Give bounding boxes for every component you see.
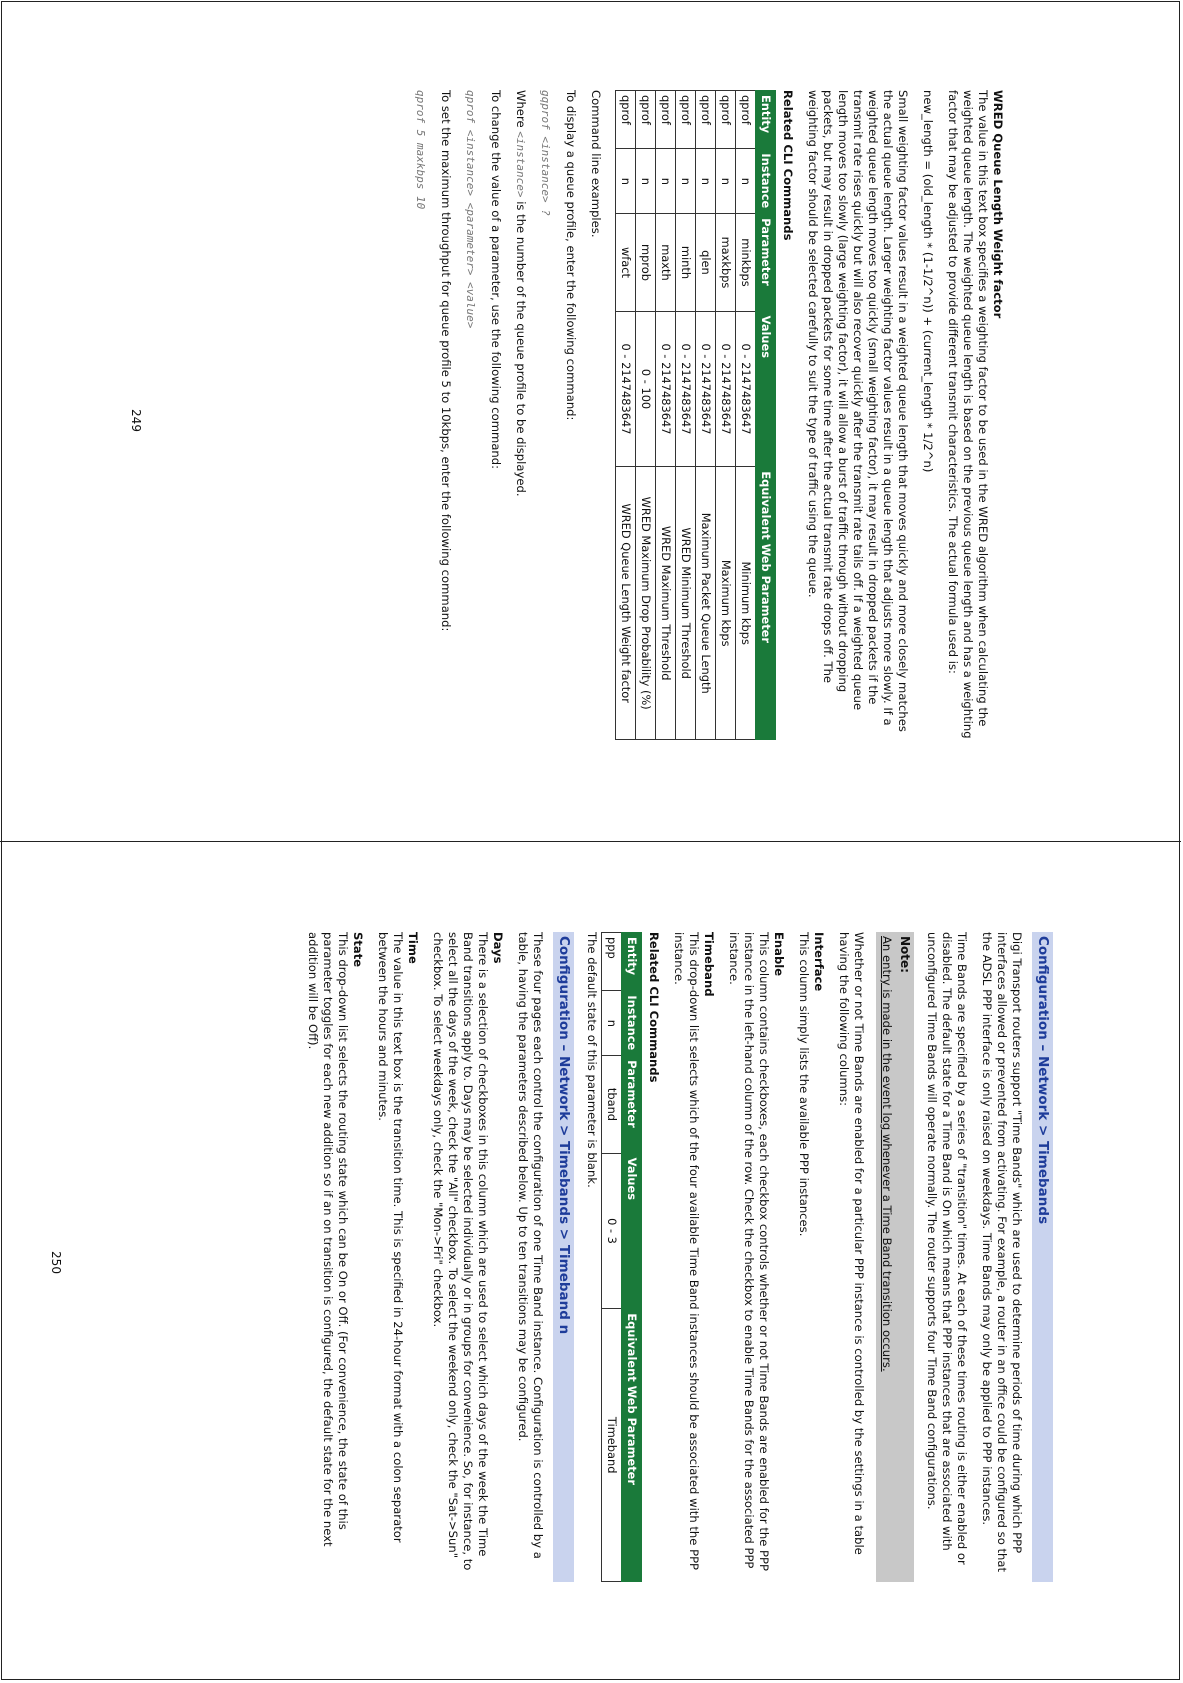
table-header-row <box>756 91 776 740</box>
cell: 0 - 100 <box>636 311 656 467</box>
days-title: Days <box>491 932 505 964</box>
time-body: The value in this text box is the transition time. This is specified in 24-hour format with a colon separator between the hours and minutes. <box>376 932 405 1543</box>
cell: qlen <box>696 214 716 311</box>
cell: maxth <box>656 214 676 311</box>
cell: maxkbps <box>716 214 736 311</box>
cell: n <box>602 991 622 1056</box>
max-text: To set the maximum throughput for queue profile 5 to 10kbps, enter the following command: <box>439 90 453 632</box>
cell: tband <box>602 1056 622 1153</box>
default-note: The default state of this parameter is blank. <box>585 932 599 1188</box>
cell: qprof <box>636 91 656 149</box>
cell: 0 - 3 <box>602 1153 622 1309</box>
state-body: This drop-down list selects the routing state which can be On or Off. (For convenience, the state of this parameter toggles for each new addition so if an on transition is configured, the default state for the next addition will be Off). <box>306 932 350 1547</box>
cell: 0 - 2147483647 <box>616 311 636 467</box>
where-code: <instance> <box>514 131 527 198</box>
cell: qprof <box>656 91 676 149</box>
timeband-body: This drop-down list selects which of the four available Time Band instances should be associated with the PPP instance. <box>672 932 701 1571</box>
days-body: There is a selection of checkboxes in this column which are used to select which days of the week the Time Band transitions apply to. Days may be selected individually or in groups for convenience. So, for instance, to select all the days of the week, check the "All" checkbox. To select the weekend only, check the "Sat->Sun" checkbox. To select weekdays only, check the "Mon->Fri" checkbox. <box>431 932 490 1571</box>
table-header-row <box>622 933 642 1582</box>
manual-page-250 <box>0 842 1183 1683</box>
table-row <box>716 91 736 740</box>
where-prefix: Where <box>514 90 528 132</box>
col-entity: Entity <box>622 933 642 991</box>
cell: Maximum Packet Queue Length <box>696 467 716 740</box>
cell: n <box>616 149 636 214</box>
interface-body: This column simply lists the available PPP instances. <box>797 932 811 1237</box>
cell: n <box>736 149 756 214</box>
page-number: 249 <box>129 409 143 432</box>
table-row <box>602 933 622 1582</box>
table-row <box>696 91 716 740</box>
table-row <box>616 91 636 740</box>
table-row <box>636 91 656 740</box>
cell: 0 - 2147483647 <box>716 311 736 467</box>
state-title: State <box>351 932 365 968</box>
where-text <box>513 90 528 740</box>
section-heading-timebands: Configuration – Network > Timebands <box>1032 932 1053 1582</box>
col-web-parameter: Equivalent Web Parameter <box>756 467 776 740</box>
wred-intro: The value in this text box specifies a weighting factor to be used in the WRED algorithm when calculating the weighted queue length. The weighted queue length is based on the previous queue length and has a weighting factor that may be adjusted to provide different transmit characteristics. The actual formula used is: <box>946 90 990 739</box>
col-entity: Entity <box>756 91 776 149</box>
cell: n <box>636 149 656 214</box>
cell: WRED Maximum Drop Probability (%) <box>636 467 656 740</box>
enable-title: Enable <box>772 932 786 977</box>
cli-heading: Related CLI Commands <box>647 932 661 1083</box>
cell: 0 - 2147483647 <box>736 311 756 467</box>
cell: n <box>676 149 696 214</box>
cell: n <box>696 149 716 214</box>
cell: 0 - 2147483647 <box>696 311 716 467</box>
cell: mprob <box>636 214 656 311</box>
interface-title: Interface <box>812 932 826 992</box>
col-instance: Instance <box>622 991 642 1056</box>
max-command: qprof 5 maxkbps 10 <box>414 90 427 210</box>
note-title: Note: <box>895 932 914 1582</box>
col-web-parameter: Equivalent Web Parameter <box>622 1309 642 1582</box>
display-text: To display a queue profile, enter the following command: <box>564 90 578 421</box>
cell: 0 - 2147483647 <box>676 311 696 467</box>
col-values: Values <box>756 311 776 467</box>
cell: Minimum kbps <box>736 467 756 740</box>
cell: WRED Maximum Threshold <box>656 467 676 740</box>
cli-table <box>601 932 642 1582</box>
cell: qprof <box>736 91 756 149</box>
whether-text: Whether or not Time Bands are enabled for a particular PPP instance is controlled by the settings in a table having the following columns: <box>837 932 866 1555</box>
enable-body: This column contains checkboxes, each checkbox controls whether or not Time Bands are enabled for the PPP instance in the left-hand column of the row. Check the checkbox to enable Time Bands for the associated PPP instance. <box>727 932 771 1572</box>
cell: qprof <box>676 91 696 149</box>
examples-intro: Command line examples. <box>589 90 603 238</box>
cell: minkbps <box>736 214 756 311</box>
page-249-body <box>403 90 1005 740</box>
note-body: An entry is made in the event log whenever a Time Band transition occurs. <box>876 932 895 1582</box>
cell: qprof <box>696 91 716 149</box>
section-heading-timeband-n: Configuration – Network > Timebands > Timeband n <box>553 932 574 1582</box>
wred-title: WRED Queue Length Weight factor <box>991 90 1005 319</box>
page-250-body <box>295 932 1053 1582</box>
change-command: qprof <instance> <parameter> <value> <box>464 90 477 329</box>
cell: Timeband <box>602 1309 622 1582</box>
col-parameter: Parameter <box>622 1056 642 1153</box>
wred-formula: new_length = (old_length * (1-1/2^n)) + (current_length * 1/2^n) <box>921 90 935 473</box>
table-row <box>656 91 676 740</box>
cell: n <box>656 149 676 214</box>
cell: minth <box>676 214 696 311</box>
display-command: gqprof <instance> ? <box>539 90 552 216</box>
cell: n <box>716 149 736 214</box>
cell: 0 - 2147483647 <box>656 311 676 467</box>
timebands-transitions: Time Bands are specified by a series of "transition" times. At each of these times routing is either enabled or disabled. The default state for a Time Band is On which means that PPP instances that are associated with unconfigured Time Bands will operate normally. The router supports four Time Band configurations. <box>925 932 969 1565</box>
timebands-intro: Digi Transport routers support "Time Bands" which are used to determine periods of time during which PPP interfaces allowed or prevented from activating. For example, a router in an office could be configured so that the ADSL PPP interface is only raised on weekdays. Time Bands may only be applied to PPP instances. <box>980 932 1024 1573</box>
table-row <box>736 91 756 740</box>
col-instance: Instance <box>756 149 776 214</box>
page-number: 250 <box>49 1251 63 1274</box>
cell: qprof <box>616 91 636 149</box>
timeband-n-intro: These four pages each control the configuration of one Time Band instance. Configuration is controlled by a table, having the parameters described below. Up to ten transitions may be configured. <box>516 932 545 1559</box>
cell: qprof <box>716 91 736 149</box>
cell: wfact <box>616 214 636 311</box>
cli-table <box>615 90 776 740</box>
wred-detail: Small weighting factor values result in a weighted queue length that moves quickly and more closely matches the actual queue length. Larger weighting factor values result in a queue length that adjusts more slowly. If a weighted queue length moves too quickly (small weighting factor), it may result in dropped packets if the transmit rate rises quickly but will also recover quickly after the transmit rate tails off. If a weighted queue length moves too slowly (large weighting factor), it will allow a burst of traffic through without dropping packets, but may result in dropped packets for some time after the actual transmit rate drops off. The weighting factor should be selected carefully to suit the type of traffic using the queue. <box>806 90 910 732</box>
table-row <box>676 91 696 740</box>
col-parameter: Parameter <box>756 214 776 311</box>
cli-heading: Related CLI Commands <box>781 90 795 241</box>
cell: WRED Minimum Threshold <box>676 467 696 740</box>
cell: Maximum kbps <box>716 467 736 740</box>
where-suffix: is the number of the queue profile to be displayed. <box>514 197 528 497</box>
change-text: To change the value of a parameter, use the following command: <box>489 90 503 470</box>
cell: ppp <box>602 933 622 991</box>
time-title: Time <box>406 932 420 964</box>
manual-page-249 <box>0 0 1183 841</box>
col-values: Values <box>622 1153 642 1309</box>
cell: WRED Queue Length Weight factor <box>616 467 636 740</box>
timeband-title: Timeband <box>702 932 716 997</box>
